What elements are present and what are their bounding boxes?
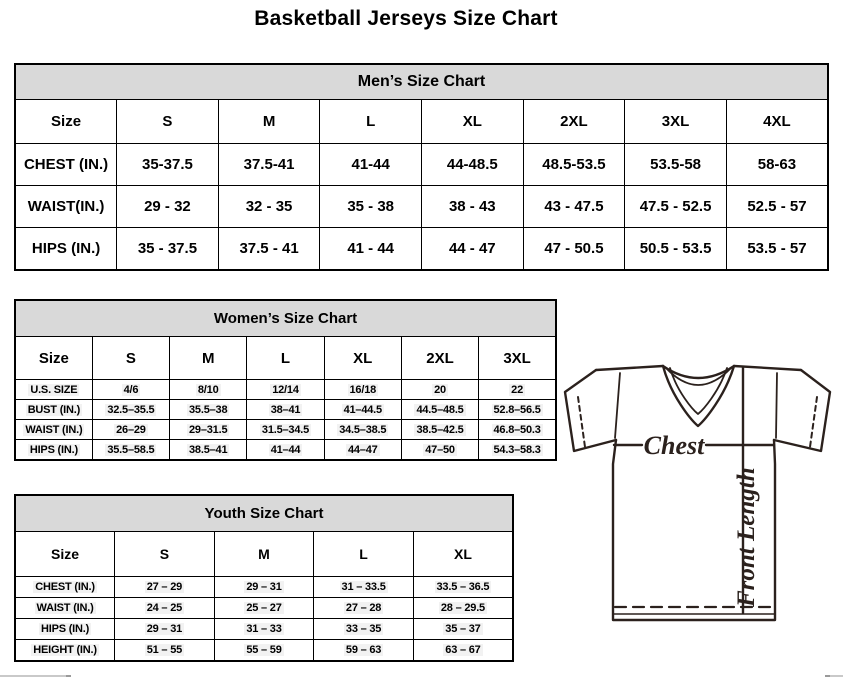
right-cuff-dashed-line (810, 397, 817, 447)
measurement-cell: 29 – 31 (214, 577, 314, 598)
size-column-header: L (320, 100, 422, 144)
measurement-cell: 43 - 47.5 (523, 186, 625, 228)
size-column-header: S (92, 337, 169, 380)
measurement-row-label: HIPS (IN.) (15, 440, 92, 461)
measurement-row (15, 400, 556, 420)
measurement-cell: 25 – 27 (214, 598, 314, 619)
size-column-header: XL (324, 337, 401, 380)
measurement-cell: 24 – 25 (115, 598, 215, 619)
measurement-cell: 55 – 59 (214, 640, 314, 662)
measurement-row (15, 598, 513, 619)
measurement-cell: 27 – 28 (314, 598, 414, 619)
measurement-cell: 22 (479, 380, 556, 400)
measurement-row-label: HEIGHT (IN.) (15, 640, 115, 662)
measurement-cell: 50.5 - 53.5 (625, 228, 727, 271)
measurement-cell: 38.5–42.5 (401, 420, 478, 440)
column-header-row (15, 100, 828, 144)
table-title: Youth Size Chart (15, 495, 513, 532)
size-column-header: 2XL (523, 100, 625, 144)
measurement-cell: 12/14 (247, 380, 324, 400)
measurement-row (15, 619, 513, 640)
measurement-cell: 51 – 55 (115, 640, 215, 662)
measurement-row-label: HIPS (IN.) (15, 228, 117, 271)
measurement-cell: 34.5–38.5 (324, 420, 401, 440)
measurement-cell: 59 – 63 (314, 640, 414, 662)
measurement-cell: 35.5–38 (170, 400, 247, 420)
measurement-cell: 16/18 (324, 380, 401, 400)
left-sleeve-seam (615, 373, 620, 438)
table-title-row (15, 64, 828, 100)
measurement-cell: 52.8–56.5 (479, 400, 556, 420)
measurement-row-label: WAIST (IN.) (15, 598, 115, 619)
size-column-header: L (247, 337, 324, 380)
measurement-cell: 54.3–58.3 (479, 440, 556, 461)
measurement-cell: 31 – 33.5 (314, 577, 414, 598)
measurement-cell: 27 – 29 (115, 577, 215, 598)
measurement-cell: 38.5–41 (170, 440, 247, 461)
measurement-cell: 38–41 (247, 400, 324, 420)
measurement-row (15, 420, 556, 440)
size-column-header: L (314, 532, 414, 577)
measurement-cell: 44.5–48.5 (401, 400, 478, 420)
measurement-cell: 29 - 32 (117, 186, 219, 228)
measurement-row-label: WAIST (IN.) (15, 420, 92, 440)
measurement-cell: 41–44.5 (324, 400, 401, 420)
measurement-row-label: CHEST (IN.) (15, 577, 115, 598)
measurement-cell: 31.5–34.5 (247, 420, 324, 440)
measurement-row-label: HIPS (IN.) (15, 619, 115, 640)
measurement-cell: 35 - 38 (320, 186, 422, 228)
measurement-cell: 53.5 - 57 (726, 228, 828, 271)
measurement-cell: 32 - 35 (218, 186, 320, 228)
measurement-cell: 37.5 - 41 (218, 228, 320, 271)
measurement-cell: 26–29 (92, 420, 169, 440)
measurement-cell: 48.5-53.5 (523, 144, 625, 186)
page-title: Basketball Jerseys Size Chart (254, 7, 558, 30)
table-title: Men’s Size Chart (15, 64, 828, 100)
size-column-header: 2XL (401, 337, 478, 380)
right-sleeve-seam (776, 373, 777, 438)
left-cuff-dashed-line (578, 397, 585, 447)
measurement-row-label: CHEST (IN.) (15, 144, 117, 186)
measurement-cell: 32.5–35.5 (92, 400, 169, 420)
measurement-cell: 47–50 (401, 440, 478, 461)
measurement-cell: 37.5-41 (218, 144, 320, 186)
horizontal-scrollbar-fragment-right[interactable] (825, 675, 843, 677)
size-column-header: 3XL (625, 100, 727, 144)
measurement-row (15, 380, 556, 400)
measurement-cell: 47.5 - 52.5 (625, 186, 727, 228)
mens-size-chart-table (14, 63, 829, 271)
measurement-row (15, 144, 828, 186)
measurement-cell: 53.5-58 (625, 144, 727, 186)
measurement-row-label: BUST (IN.) (15, 400, 92, 420)
size-column-header: M (214, 532, 314, 577)
youth-size-chart-table (14, 494, 514, 662)
chest-label: Chest (643, 431, 705, 460)
size-corner-cell: Size (15, 532, 115, 577)
measurement-row (15, 577, 513, 598)
measurement-cell: 44 - 47 (422, 228, 524, 271)
column-header-row (15, 337, 556, 380)
measurement-cell: 8/10 (170, 380, 247, 400)
measurement-cell: 63 – 67 (413, 640, 513, 662)
womens-size-chart-table (14, 299, 557, 461)
measurement-cell: 44-48.5 (422, 144, 524, 186)
measurement-cell: 41-44 (320, 144, 422, 186)
size-column-header: 4XL (726, 100, 828, 144)
column-header-row (15, 532, 513, 577)
size-column-header: M (218, 100, 320, 144)
size-column-header: 3XL (479, 337, 556, 380)
measurement-row-label: U.S. SIZE (15, 380, 92, 400)
size-corner-cell: Size (15, 100, 117, 144)
measurement-cell: 28 – 29.5 (413, 598, 513, 619)
measurement-cell: 52.5 - 57 (726, 186, 828, 228)
measurement-cell: 31 – 33 (214, 619, 314, 640)
measurement-cell: 44–47 (324, 440, 401, 461)
table-title-row (15, 300, 556, 337)
measurement-cell: 20 (401, 380, 478, 400)
measurement-cell: 41–44 (247, 440, 324, 461)
measurement-row (15, 228, 828, 271)
size-column-header: S (115, 532, 215, 577)
measurement-cell: 35 - 37.5 (117, 228, 219, 271)
jersey-measurement-diagram (553, 354, 843, 632)
table-title: Women’s Size Chart (15, 300, 556, 337)
table-title-row (15, 495, 513, 532)
left-shoulder-line (596, 366, 663, 370)
measurement-cell: 29–31.5 (170, 420, 247, 440)
measurement-cell: 58-63 (726, 144, 828, 186)
size-column-header: M (170, 337, 247, 380)
measurement-cell: 33 – 35 (314, 619, 414, 640)
measurement-cell: 46.8–50.3 (479, 420, 556, 440)
front-length-label: Front Length (733, 467, 760, 607)
measurement-cell: 29 – 31 (115, 619, 215, 640)
left-sleeve-outline (565, 370, 616, 451)
measurement-cell: 47 - 50.5 (523, 228, 625, 271)
measurement-cell: 35 – 37 (413, 619, 513, 640)
size-column-header: XL (422, 100, 524, 144)
measurement-cell: 41 - 44 (320, 228, 422, 271)
measurement-cell: 35.5–58.5 (92, 440, 169, 461)
measurement-cell: 4/6 (92, 380, 169, 400)
size-corner-cell: Size (15, 337, 92, 380)
measurement-cell: 33.5 – 36.5 (413, 577, 513, 598)
measurement-row (15, 640, 513, 662)
measurement-row (15, 440, 556, 461)
horizontal-scrollbar-fragment-left[interactable] (0, 675, 71, 677)
right-sleeve-outline (774, 370, 830, 451)
measurement-cell: 38 - 43 (422, 186, 524, 228)
measurement-cell: 35-37.5 (117, 144, 219, 186)
size-column-header: S (117, 100, 219, 144)
measurement-row-label: WAIST(IN.) (15, 186, 117, 228)
size-column-header: XL (413, 532, 513, 577)
measurement-row (15, 186, 828, 228)
